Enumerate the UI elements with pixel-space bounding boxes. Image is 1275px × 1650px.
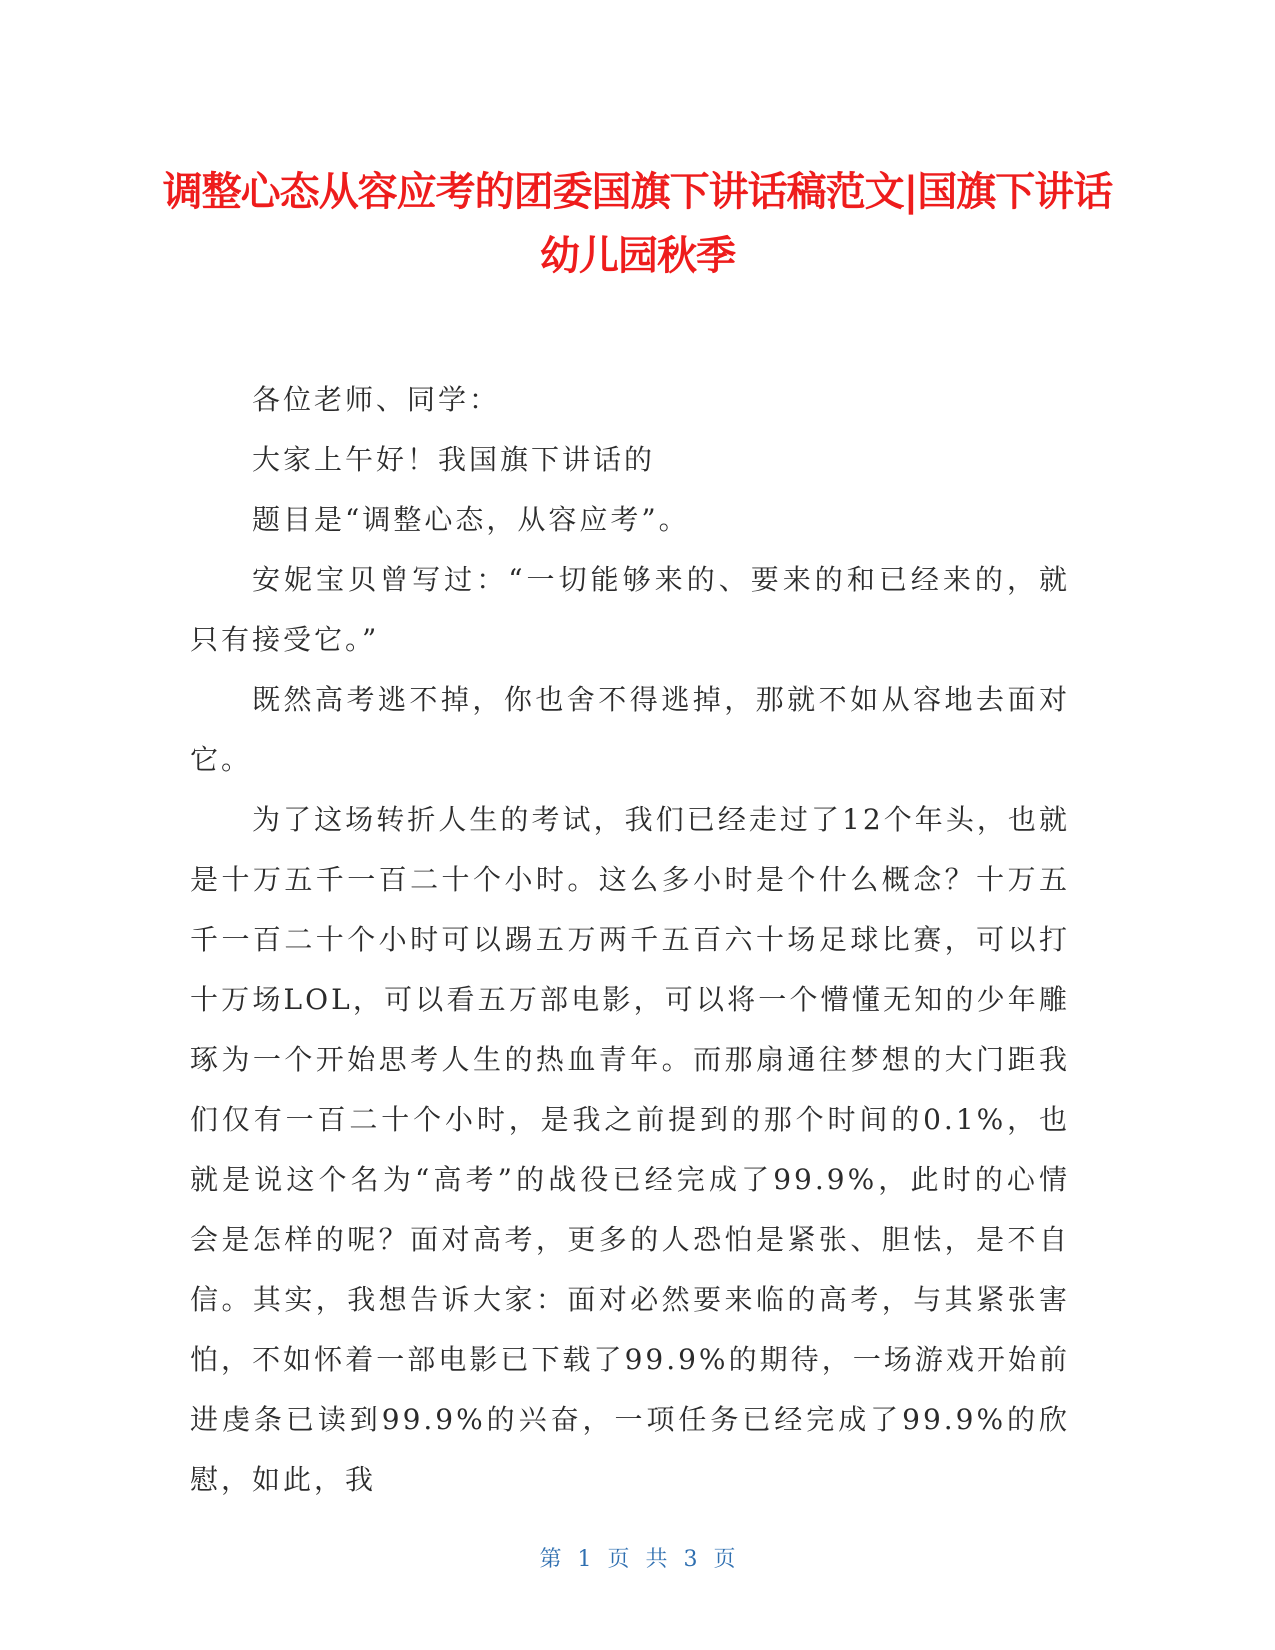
paragraph-main: 为了这场转折人生的考试，我们已经走过了12个年头，也就是十万五千一百二十个小时。这么多小时是个什么概念？十万五千一百二十个小时可以踢五万两千五百六十场足球比赛，可以打十万场LOL，可以看五万部电影，可以将一个懵懂无知的少年雕琢为一个开始思考人生的热血青年。而那扇通往梦想的大门距我们仅有一百二十个小时，是我之前提到的那个时间的0.1%，也就是说这个名为“高考”的战役已经完成了99.9%，此时的心情会是怎样的呢？面对高考，更多的人恐怕是紧张、胆怯，是不自信。其实，我想告诉大家：面对必然要来临的高考，与其紧张害怕，不如怀着一部电影已下载了99.9%的期待，一场游戏开始前进虔条已读到99.9%的兴奋，一项任务已经完成了99.9%的欣慰，如此，我 <box>190 803 1070 1496</box>
footer-suffix: 页 <box>713 1547 736 1572</box>
footer-page-current: 1 <box>577 1547 592 1572</box>
document-body <box>190 370 1070 1510</box>
paragraph-greeting: 大家上午好！我国旗下讲话的 <box>252 443 656 476</box>
footer-total-label: 共 <box>645 1547 668 1572</box>
paragraph-quote: 安妮宝贝曾写过：“一切能够来的、要来的和已经来的，就只有接受它。” <box>190 563 1070 656</box>
document-title: 调整心态从容应考的团委国旗下讲话稿范文|国旗下讲话幼儿园秋季 <box>162 169 1113 279</box>
footer-page-label: 页 <box>607 1547 630 1572</box>
footer-prefix: 第 <box>539 1547 562 1572</box>
page-footer <box>0 1545 1275 1575</box>
footer-page-total: 3 <box>683 1547 698 1572</box>
paragraph-salutation: 各位老师、同学： <box>252 383 501 416</box>
paragraph-face-exam: 既然高考逃不掉，你也舍不得逃掉，那就不如从容地去面对它。 <box>190 683 1070 776</box>
paragraph-topic: 题目是“调整心态，从容应考”。 <box>252 503 690 536</box>
